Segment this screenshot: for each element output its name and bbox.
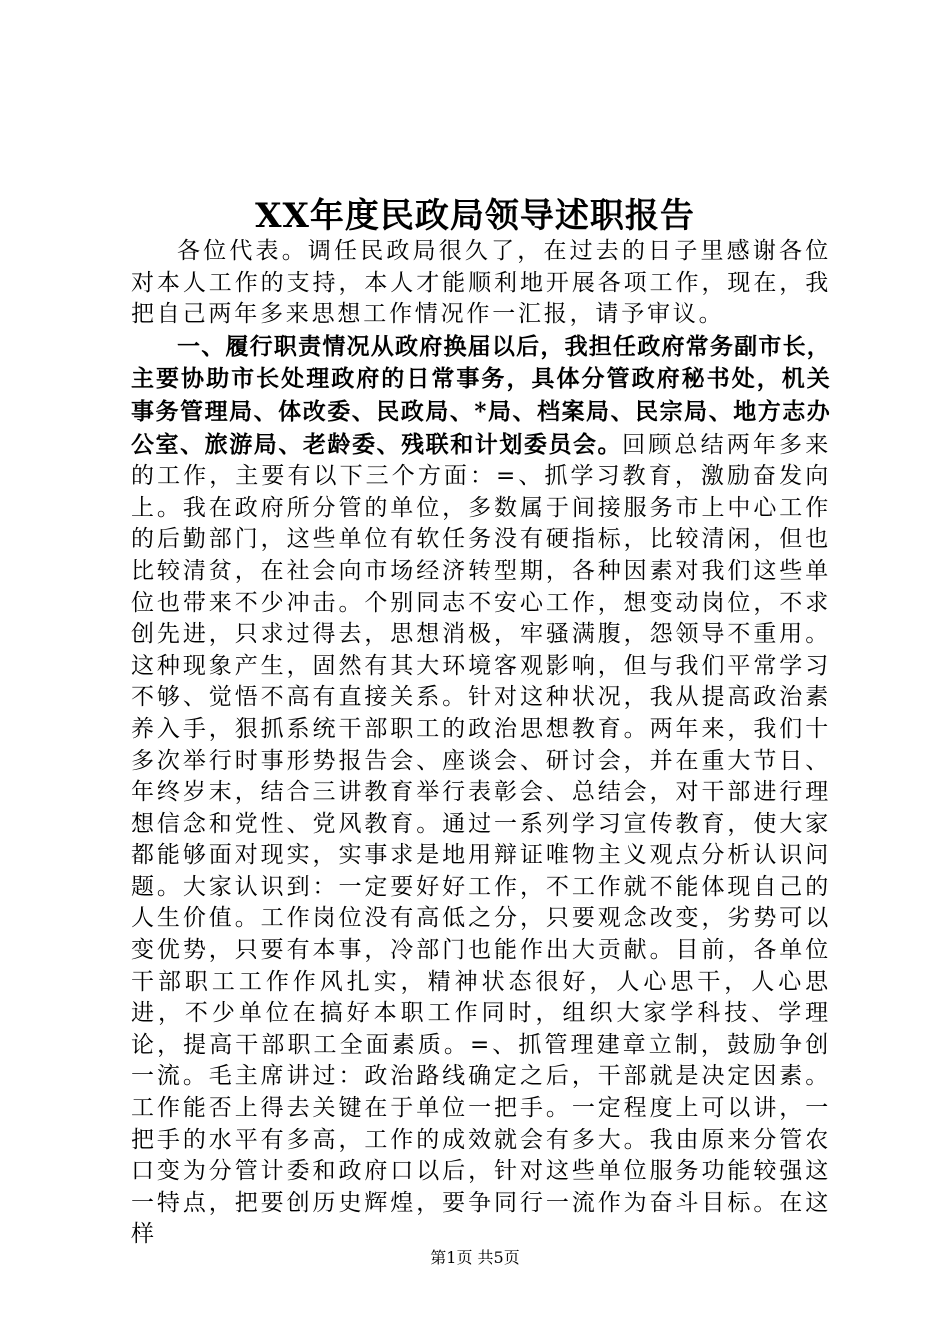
document-title: XX年度民政局领导述职报告 (255, 196, 695, 236)
paragraph-2-text: 回顾总结两年多来的工作，主要有以下三个方面：=、抓学习教育，激励奋发向上。我在政府所分管的单位，多数属于间接服务市上中心工作的后勤部门，这些单位有软任务没有硬指标，比较清闲，但也比较清贫，在社会向市场经济转型期，各种因素对我们这些单位也带来不少冲击。个别同志不安心工作，想变动岗位，不求创先进，只求过得去，思想消极，牢骚满腹，怨领导不重用。这种现象产生，固然有其大环境客观影响，但与我们平常学习不够、觉悟不高有直接关系。针对这种状况，我从提高政治素养入手，狠抓系统干部职工的政治思想教育。两年来，我们十多次举行时事形势报告会、座谈会、研讨会，并在重大节日、年终岁末，结合三讲教育举行表彰会、总结会，对干部进行理想信念和党性、党风教育。通过一系列学习宣传教育，使大家都能够面对现实，实事求是地用辩证唯物主义观点分析认识问题。大家认识到：一定要好好工作，不工作就不能体现自己的人生价值。工作岗位没有高低之分，只要观念改变，劣势可以变优势，只要有本事，冷部门也能作出大贡献。目前，各单位干部职工工作作风扎实，精神状态很好，人心思干，人心思进，不少单位在搞好本职工作同时，组织大家学科技、学理论，提高干部职工全面素质。=、抓管理建章立制，鼓励争创一流。毛主席讲过：政治路线确定之后，干部就是决定因素。工作能否上得去关键在于单位一把手。一定程度上可以讲，一把手的水平有多高，工作的成效就会有多大。我由原来分管农口变为分管计委和政府口以后，针对这些单位服务功能较强这一特点，把要创历史辉煌，要争同行一流作为奋斗目标。在这样 (131, 431, 831, 1248)
paragraph-1-text: 各位代表。调任民政局很久了，在过去的日子里感谢各位对本人工作的支持，本人才能顺利地开展各项工作，现在，我把自己两年多来思想工作情况作一汇报，请予审议。 (131, 238, 831, 328)
document-body (131, 236, 831, 1251)
section-heading-bold: 一、履行职责情况从政府换届以后，我担任政府常务副市长，主要协助市长处理政府的日常事务，具体分管政府秘书处，机关事务管理局、体改委、民政局、*局、档案局、民宗局、地方志办公室、旅游局、老龄委、残联和计划委员会。 (131, 332, 831, 458)
page-footer: 第1页 共5页 (430, 1248, 520, 1267)
paragraph-1 (131, 236, 831, 331)
paragraph-2 (131, 331, 831, 1251)
